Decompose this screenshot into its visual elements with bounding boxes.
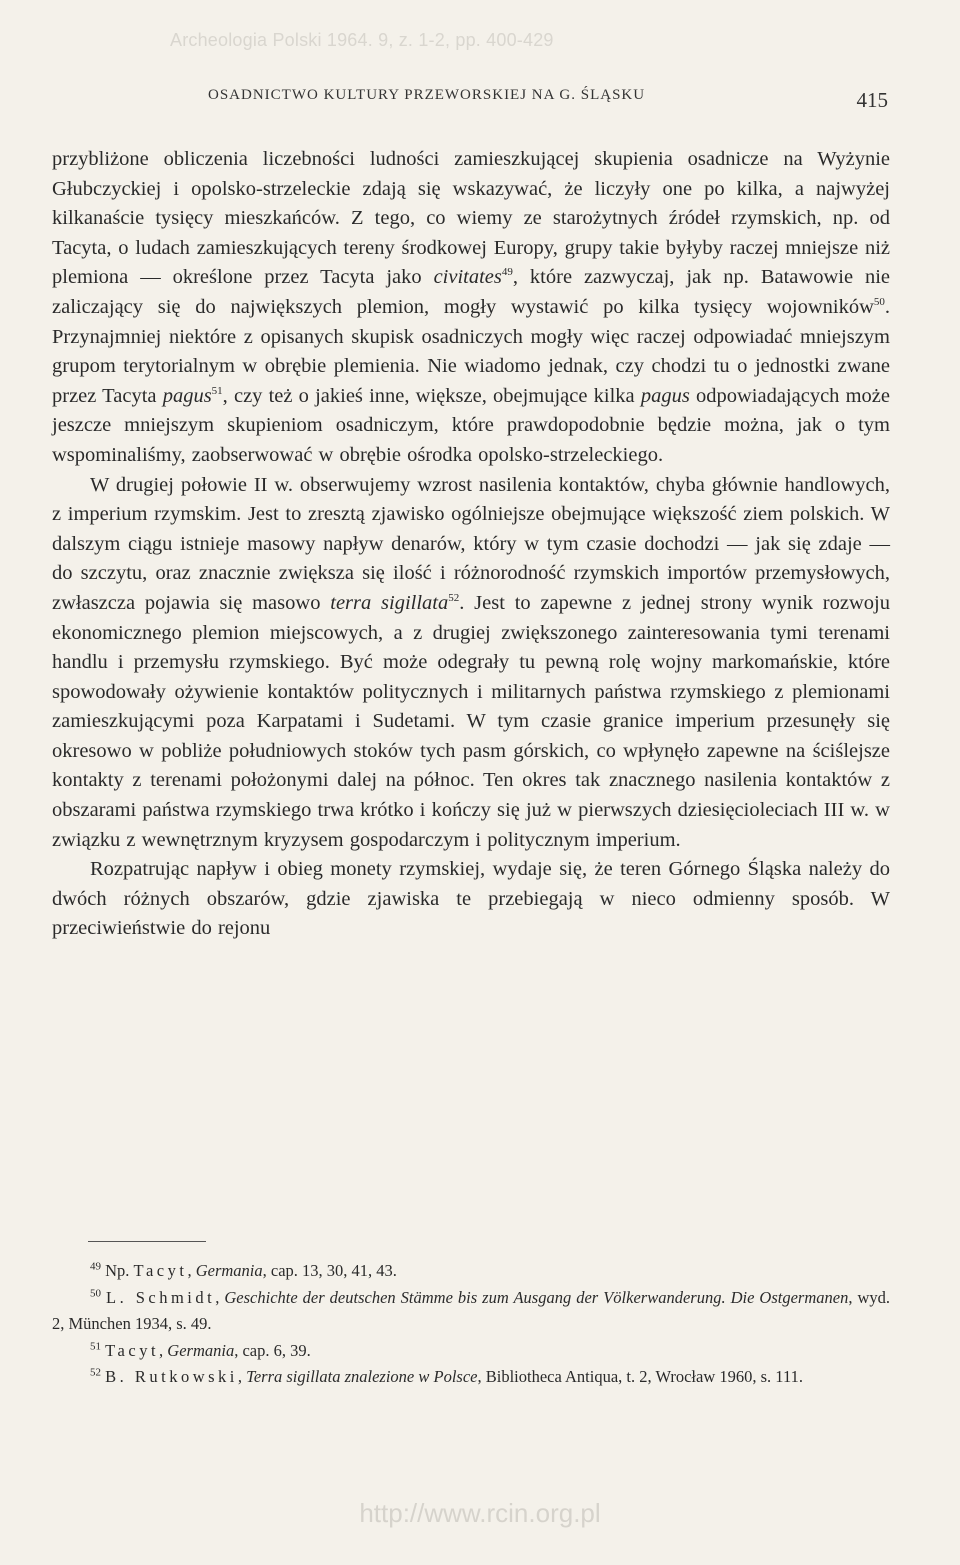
paragraph-3: Rozpatrując napływ i obieg monety rzymskiej, wydaje się, że teren Górnego Śląska należy do dwóch różnych obszarów, gdzie zjawiska te przebiegają w nieco odmienny sposób. W przeciwieństwie do rejonu (52, 858, 890, 940)
running-title: OSADNICTWO KULTURY PRZEWORSKIEJ NA G. ŚLĄSKU (208, 87, 646, 103)
footnote-ref-51: 51 (211, 384, 223, 397)
page-number: 415 (856, 88, 888, 112)
footnote-52: $^{52}$ B. Rutkowski, Terra sigillata znalezione w Polsce, Bibliotheca Antiqua, t. 2, Wrocław 1960, s. 111. (90, 1366, 803, 1386)
paragraph-2: W drugiej połowie II w. obserwujemy wzrost nasilenia kontaktów, chyba głównie handlowych, z imperium rzymskim. Jest to zresztą zjawisko ogólniejsze obejmujące większość ziem polskich. W dalszym ciągu istnieje masowy napływ denarów, który w tym czasie dochodzi — jak się zdaje — do szczytu, oraz znacznie zwiększa się ilość i różnorodność rzymskich importów przemysłowych, zwłaszcza pojawia się masowo terra sigillata$^{52}$. Jest to zapewne z jednej strony wynik rozwoju ekonomicznego plemion miejscowych, a z drugiej zwiększonego zainteresowania tymi terenami handlu i przemysłu rzymskiego. Być może odegrały tu pewną rolę wojny markomańskie, które spowodowały ożywienie kontaktów politycznych i militarnych państwa rzymskiego z plemionami zamieszkującymi poza Karpatami i Sudetami. W tym czasie granice imperium przesunęły się okresowo w pobliże południowych stoków tych pasm górskich, co wpłynęło zapewne na ściślejsze kontakty z terenami położonymi dalej na północ. Ten okres tak znacznego nasilenia kontaktów z obszarami państwa rzymskiego trwa krótko i kończy się już w pierwszych dziesięcioleciach III w. w związku z wewnętrznym kryzysem gospodarczym i politycznym imperium. (52, 473, 890, 851)
watermark-citation: Archeologia Polski 1964. 9, z. 1-2, pp. 400-429 (170, 30, 554, 50)
watermark-url: http://www.rcin.org.pl (359, 1498, 601, 1528)
footnote-ref-52: 52 (448, 592, 460, 605)
footnote-divider (88, 1241, 206, 1242)
footnote-50: $^{50}$ L. Schmidt, Geschichte der deutschen Stämme bis zum Ausgang der Völkerwanderung. Die Ostgermanen, wyd. 2, München 1934, s. 49. (52, 1287, 891, 1333)
footnote-49: $^{49}$ Np. Tacyt, Germania, cap. 13, 30, 41, 43. (90, 1260, 397, 1280)
footnote-51: $^{51}$ Tacyt, Germania, cap. 6, 39. (90, 1340, 311, 1360)
main-text (52, 145, 890, 944)
footnote-ref-50: 50 (873, 296, 885, 309)
footnotes (52, 1258, 890, 1391)
footnote-ref-49: 49 (501, 266, 513, 279)
paragraph-1: przybliżone obliczenia liczebności ludności zamieszkującej skupienia osadnicze na Wyżynie Głubczyckiej i opolsko-strzeleckie zdają się wskazywać, że liczyły one po kilka, a najwyżej kilkanaście tysięcy mieszkańców. Z tego, co wiemy ze starożytnych źródeł rzymskich, np. od Tacyta, o ludach zamieszkujących tereny środkowej Europy, grupy takie byłyby raczej mniejsze niż plemiona — określone przez Tacyta jako civitates$^{49}$, które zazwyczaj, jak np. Batawowie nie zaliczający się do największych plemion, mogły wystawić po kilka tysięcy wojowników$^{50}$. Przynajmniej niektóre z opisanych skupisk osadniczych mogły więc raczej odpowiadać mniejszym grupom terytorialnym w obrębie plemienia. Nie wiadomo jednak, czy chodzi tu o jednostki zwane przez Tacyta pagus$^{51}$, czy też o jakieś inne, większe, obejmujące kilka pagus odpowiadających może jeszcze mniejszym skupieniom osadniczym, które prawdopodobnie będzie można, jak o tym wspominaliśmy, zaobserwować w obrębie ośrodka opolsko-strzeleckiego. (52, 148, 890, 466)
